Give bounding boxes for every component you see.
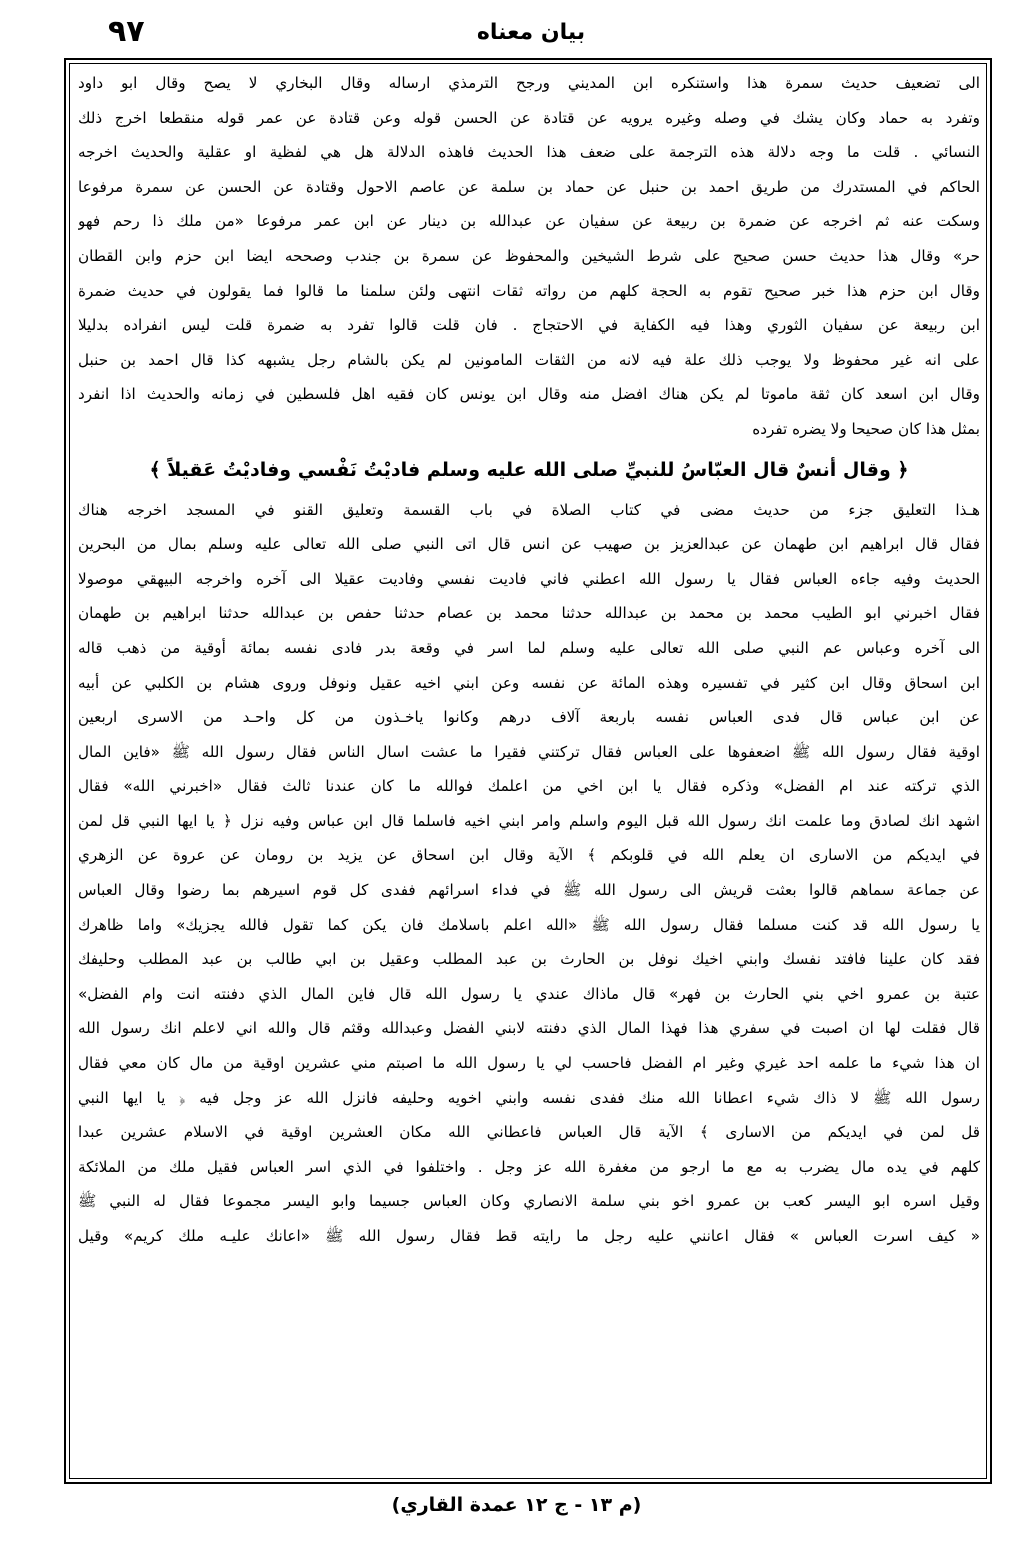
commentary-section-1: [78, 66, 980, 447]
text-line: الى تضعيف حديث سمرة هذا واستنكره ابن المديني ورجح الترمذي ارساله وقال البخاري لا يصح وقال ابو داود: [78, 74, 980, 92]
text-line: عتبة بن عمرو اخي بني الحارث بن فهر» قال ماذاك عندي يا رسول الله قال فاين المال الذي دفنته انت وام الفضل»: [78, 984, 980, 1003]
text-line: فقال اخبرني ابو الطيب محمد بن محمد بن عبدالله حدثنا محمد بن عصام حدثنا حفص بن عبدالله حدثنا ابراهيم بن طهمان: [78, 604, 980, 623]
text-line: على انه غير محفوظ ولا يوجب ذلك علة فيه لانه من الثقات المامونين لم يكن بالشام رجل يشبهه كذا قال احمد بن حنبل: [78, 350, 980, 369]
text-line: قال فقلت لها ان اصبت في سفري هذا فهذا المال الذي دفنته لابني الفضل وعبدالله وقثم قال والله اني لاعلم انك رسول الله: [78, 1019, 980, 1038]
text-line: هـذا التعليق جزء من حديث مضى في كتاب الصلاة في باب القسمة وتعليق القنو في المسجد اخرجه هناك: [78, 500, 980, 519]
text-line: فقد كان علينا فافتد نفسك وابني اخيك نوفل بن الحارث بن عبد المطلب وعقيل بن ابي طالب بن عبد المطلب وحليفك: [78, 950, 980, 969]
text-line: فقال قال ابراهيم ابن طهمان عن عبدالعزيز بن صهيب عن انس قال اتى النبي صلى الله تعالى عليه وسلم بمال من البحرين: [78, 535, 980, 554]
text-line: رسول الله ﷺ لا ذاك شيء اعطانا الله منك ففدى نفسه وابني اخويه وحليفه فانزل الله عز وجل فيه ﴿ يا ايها النبي: [78, 1088, 980, 1107]
text-line: اشهد انك لصادق وما علمت انك رسول الله قبل اليوم واسلم وامر ابني اخيه فاسلما قال ابن عباس وفيه نزل ﴿ يا ايها النبي قل لمن: [78, 811, 980, 830]
text-line: بمثل هذا كان صحيحا ولا يضره تفرده: [752, 419, 980, 438]
text-line: الى آخره وعباس عم النبي صلى الله تعالى عليه وسلم لما اسر في وقعة بدر فادى نفسه بمائة أوقية من ذهب قاله: [78, 638, 980, 657]
text-line: عن ابن عباس قال فدى العباس نفسه باربعة آلاف درهم وكانوا ياخـذون من كل واحـد من الاسرى اربعين: [78, 708, 980, 727]
text-line: اوقية فقال رسول الله ﷺ اضعفوها على العباس فقال تركتني فقيرا ما عشت اسال الناس فقال رسول الله ﷺ «فاين المال: [78, 742, 980, 761]
text-line: ابن ربيعة عن سفيان الثوري وهذا فيه الكفاية في الاحتجاج . فان قلت قالوا تفرد به ضمرة قلت ليس انفراده بدليلا: [78, 316, 980, 335]
running-title: بيان معناه: [476, 20, 586, 45]
text-line: الذي تركته عند ام الفضل» وذكره فقال يا ابن اخي من اعلمك فوالله ما كان عندنا ثالث فقال «اخبرني الله» فقال: [78, 777, 980, 796]
text-line: ابن اسحاق وقال ابن كثير في تفسيره وهذه المائة عن نفسه وعن ابني اخيه عقيل ونوفل وروى هشام بن الكلبي عن أبيه: [78, 673, 980, 692]
text-line: حر» وقال هذا حديث حسن صحيح على شرط الشيخين والمحفوظ عن سمرة بن جندب وصححه ايضا ابن حزم وابن القطان: [78, 246, 980, 265]
text-line: يا رسول الله قد كنت مسلما فقال رسول الله ﷺ «الله اعلم باسلامك فان يكن كما تقول فالله يجزيك» واما ظاهرك: [78, 915, 980, 934]
text-line: ان هذا شيء ما علمه احد غيري وغير ام الفضل فاحسب لي يا رسول الله ما اصبتم مني عشرين اوقية من مال كان معي فقال: [78, 1054, 980, 1073]
text-line: وقال ابن اسعد كان ثقة ماموتا لم يكن هناك افضل منه وقال ابن يونس كان فقيه اهل فلسطين في زمانه والحديث اذا انفرد: [78, 385, 980, 404]
text-line: وقال ابن حزم هذا خبر صحيح تقوم به الحجة كلهم من رواته ثقات انتهى ولئن سلمنا ما قالوا فما يقولون في حديث ضمرة: [78, 281, 980, 300]
page-number: ٩٧: [108, 14, 145, 49]
hadith-heading: ﴿ وقال أنسٌ قال العبّاسُ للنبيِّ صلى الله عليه وسلم فاديْتُ نَفْسي وفاديْتُ عَقيلاً ﴾: [149, 458, 909, 481]
text-line: الحاكم في المستدرك من طريق احمد بن حنبل عن حماد بن سلمة عن عاصم الاحول وقتادة عن الحسن عن سمرة مرفوعا: [78, 177, 980, 196]
text-line: الحديث وفيه جاءه العباس فقال يا رسول الله اعطني فاني فاديت نفسي وفاديت عقيلا الى آخره واخرجه البيهقي موصولا: [78, 569, 980, 588]
commentary-section-2: [78, 493, 980, 1254]
footer-signature: (م ١٣ - ج ١٢ عمدة القاري): [391, 1494, 642, 1516]
text-line: « كيف اسرت العباس » فقال اعانني عليه رجل ما رايته قط فقال رسول الله ﷺ «اعانك عليـه ملك كريم» وقيل: [78, 1227, 980, 1245]
text-line: وقيل اسره ابو اليسر كعب بن عمرو اخو بني سلمة الانصاري وكان العباس جسيما وابو اليسر مجموعا فقال له النبي ﷺ: [78, 1192, 980, 1211]
text-line: عن جماعة سماهم قالوا بعثت قريش الى رسول الله ﷺ في فداء اسرائهم ففدى كل قوم اسيرهم بما رضوا وقال العباس: [78, 881, 980, 900]
text-line: وتفرد به حماد وكان يشك في وصله وغيره يرويه عن قتادة عن الحسن قوله وعن قتادة عن عمر قوله منقطعا اخرج ذلك: [78, 108, 980, 127]
text-line: وسكت عنه ثم اخرجه عن ضمرة بن ربيعة عن سفيان عن عبدالله بن دينار عن ابن عمر مرفوعا «من ملك ذا رحم فهو: [78, 212, 980, 231]
text-line: في ايديكم من الاسارى ان يعلم الله في قلوبكم ﴾ الآية وقال ابن اسحاق عن يزيد بن رومان عن عروة عن الزهري: [78, 846, 980, 865]
page-header: [64, 6, 998, 56]
text-line: قل لمن في ايديكم من الاسارى ﴾ الآية قال العباس فاعطاني الله مكان العشرين اوقية في الاسلام عشرين عبدا: [78, 1123, 980, 1142]
text-line: كلهم في يده مال يضرب به مع ما ارجو من مغفرة الله عز وجل . واختلفوا في الذي اسر العباس فقيل ملك من الملائكة: [78, 1157, 980, 1176]
page-body: [78, 66, 980, 1254]
text-line: النسائي . قلت ما وجه دلالة هذه الترجمة على ضعف هذا الحديث فاهذه الدلالة هل هي لفظية او عقلية والحديث اخرجه: [78, 143, 980, 162]
